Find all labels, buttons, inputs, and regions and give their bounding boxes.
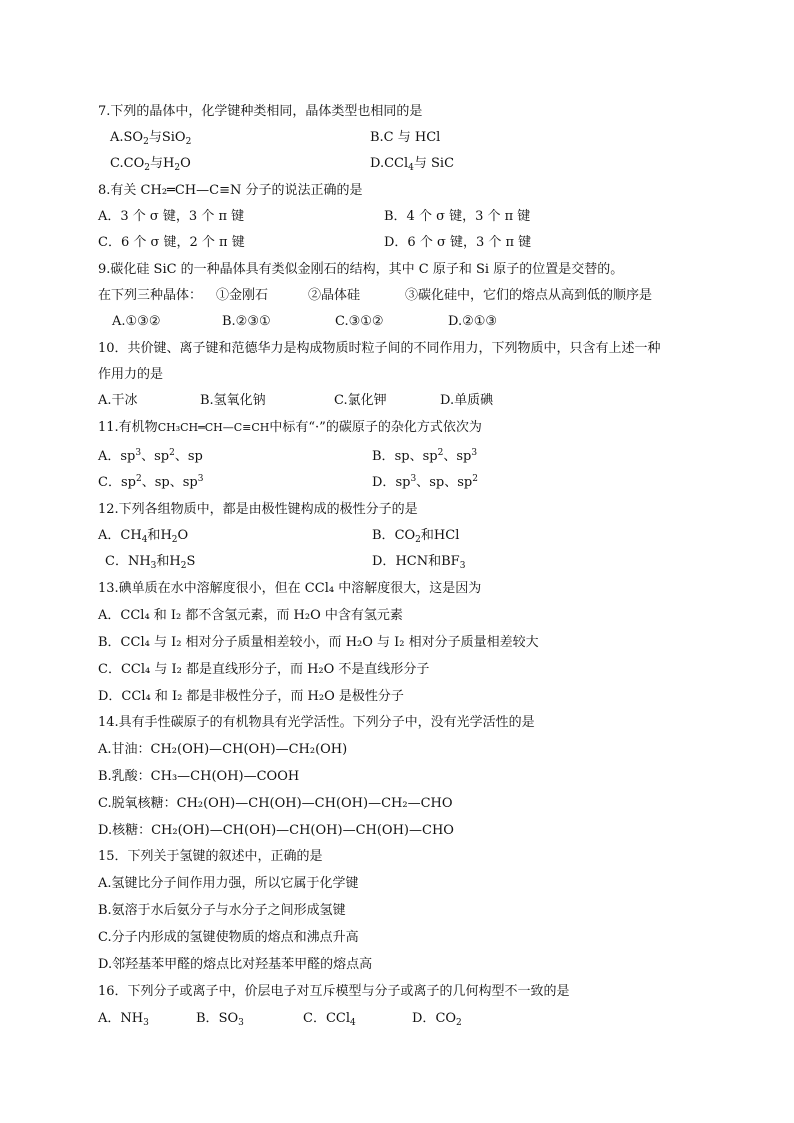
q14-option-b: B.乳酸：CH₃—CH(OH)—COOH bbox=[98, 769, 300, 784]
q13-option-d: D．CCl₄ 和 I₂ 都是非极性分子，而 H₂O 是极性分子 bbox=[98, 689, 404, 704]
q13-option-c: C．CCl₄ 与 I₂ 都是直线形分子，而 H₂O 不是直线形分子 bbox=[98, 662, 430, 677]
q13-stem: 13.碘单质在水中溶解度很小，但在 CCl₄ 中溶解度很大，这是因为 bbox=[98, 581, 482, 596]
q9-item-2: ②晶体硅 bbox=[308, 288, 361, 303]
q16-stem: 16．下列分子或离子中，价层电子对互斥模型与分子或离子的几何构型不一致的是 bbox=[98, 984, 570, 999]
q9-item-3: ③碳化硅中，它们的熔点从高到低的顺序是 bbox=[405, 288, 653, 303]
q14-option-a: A.甘油：CH₂(OH)—CH(OH)—CH₂(OH) bbox=[98, 742, 348, 757]
q11-formula: CH₃CH═CH—C≡CH bbox=[157, 421, 270, 434]
q9-option-c: C.③①② bbox=[335, 314, 384, 329]
q11-option-a: A．$sp^3$、$sp^2$、sp bbox=[98, 448, 203, 464]
q15-option-d: D.邻羟基苯甲醛的熔点比对羟基苯甲醛的熔点高 bbox=[98, 957, 373, 972]
q10-stem: 10．共价键、离子键和范德华力是构成物质时粒子间的不同作用力，下列物质中，只含有上述一种 bbox=[98, 341, 661, 356]
q16-option-b: B．$SO_3$ bbox=[196, 1011, 244, 1028]
q10-option-b: B.氢氧化钠 bbox=[200, 393, 266, 408]
q8-option-c: C．6 个 σ 键，2 个 π 键 bbox=[98, 235, 245, 250]
q9-option-b: B.②③① bbox=[222, 314, 271, 329]
q10-stem-2: 作用力的是 bbox=[98, 367, 164, 382]
q14-stem: 14.具有手性碳原子的有机物具有光学活性。下列分子中，没有光学活性的是 bbox=[98, 715, 535, 730]
q9-stem: 9.碳化硅 SiC 的一种晶体具有类似金刚石的结构，其中 C 原子和 Si 原子的位置是交替的。 bbox=[98, 262, 624, 277]
q9-stem-2: 在下列三种晶体： bbox=[98, 288, 203, 303]
q11-option-b: B．sp、$sp^2$、$sp^3$ bbox=[372, 448, 478, 464]
q13-option-b: B．CCl₄ 与 I₂ 相对分子质量相差较小，而 H₂O 与 I₂ 相对分子质量相差较大 bbox=[98, 635, 539, 650]
q15-stem: 15．下列关于氢键的叙述中，正确的是 bbox=[98, 849, 323, 864]
q11-option-d: D．$sp^3$、sp、$sp^2$ bbox=[372, 474, 478, 490]
q12-option-a: A．$CH_4$和$H_2O$ bbox=[98, 528, 189, 545]
q16-option-c: C．CCl$_4$ bbox=[303, 1011, 356, 1028]
q10-option-a: A.干冰 bbox=[98, 393, 138, 408]
q13-option-a: A．CCl₄ 和 I₂ 都不含氢元素，而 H₂O 中含有氢元素 bbox=[98, 608, 403, 623]
q11-stem: 11.有机物CH₃CH═CH—C≡CH中标有“·”的碳原子的杂化方式依次为 bbox=[98, 420, 482, 435]
q7-option-c: $C.CO_2$与$H_2O$ bbox=[110, 156, 191, 173]
q9-item-1: ①金刚石 bbox=[216, 288, 269, 303]
q14-option-c: C.脱氧核糖：CH₂(OH)—CH(OH)—CH(OH)—CH₂—CHO bbox=[98, 796, 453, 811]
q15-option-c: C.分子内形成的氢键使物质的熔点和沸点升高 bbox=[98, 930, 359, 945]
q8-option-d: D．6 个 σ 键，3 个 π 键 bbox=[384, 235, 532, 250]
q9-option-a: A.①③② bbox=[112, 314, 161, 329]
q10-option-c: C.氯化钾 bbox=[334, 393, 387, 408]
q16-option-d: D．$CO_2$ bbox=[412, 1011, 462, 1028]
q8-stem: 8.有关 CH₂═CH—C≡N 分子的说法正确的是 bbox=[98, 183, 363, 198]
q12-option-c: C．$NH_3$和$H_2S$ bbox=[105, 554, 196, 571]
q10-option-d: D.单质碘 bbox=[440, 393, 494, 408]
q8-option-b: B．4 个 σ 键，3 个 π 键 bbox=[384, 209, 531, 224]
q16-option-a: A．$NH_3$ bbox=[98, 1011, 149, 1028]
q12-option-b: B．$CO_2$和HCl bbox=[372, 528, 460, 545]
q14-option-d: D.核糖：CH₂(OH)—CH(OH)—CH(OH)—CH(OH)—CHO bbox=[98, 823, 454, 838]
q7-option-b: B.C 与 HCl bbox=[370, 130, 441, 145]
q15-option-b: B.氨溶于水后氨分子与水分子之间形成氢键 bbox=[98, 903, 346, 918]
q11-option-c: C．$sp^2$、sp、$sp^3$ bbox=[98, 474, 204, 490]
q12-stem: 12.下列各组物质中，都是由极性键构成的极性分子的是 bbox=[98, 502, 418, 517]
q12-option-d: D．HCN和$BF_3$ bbox=[372, 554, 466, 571]
q15-option-a: A.氢键比分子间作用力强，所以它属于化学键 bbox=[98, 876, 359, 891]
q7-option-d: D.CCl$_4$与 SiC bbox=[370, 156, 455, 173]
q8-option-a: A．3 个 σ 键，3 个 π 键 bbox=[98, 209, 245, 224]
q9-option-d: D.②①③ bbox=[448, 314, 498, 329]
q7-option-a: $A.SO_2$与SiO$_2$ bbox=[110, 130, 192, 147]
q7-stem: 7.下列的晶体中，化学键种类相同，晶体类型也相同的是 bbox=[98, 104, 423, 119]
